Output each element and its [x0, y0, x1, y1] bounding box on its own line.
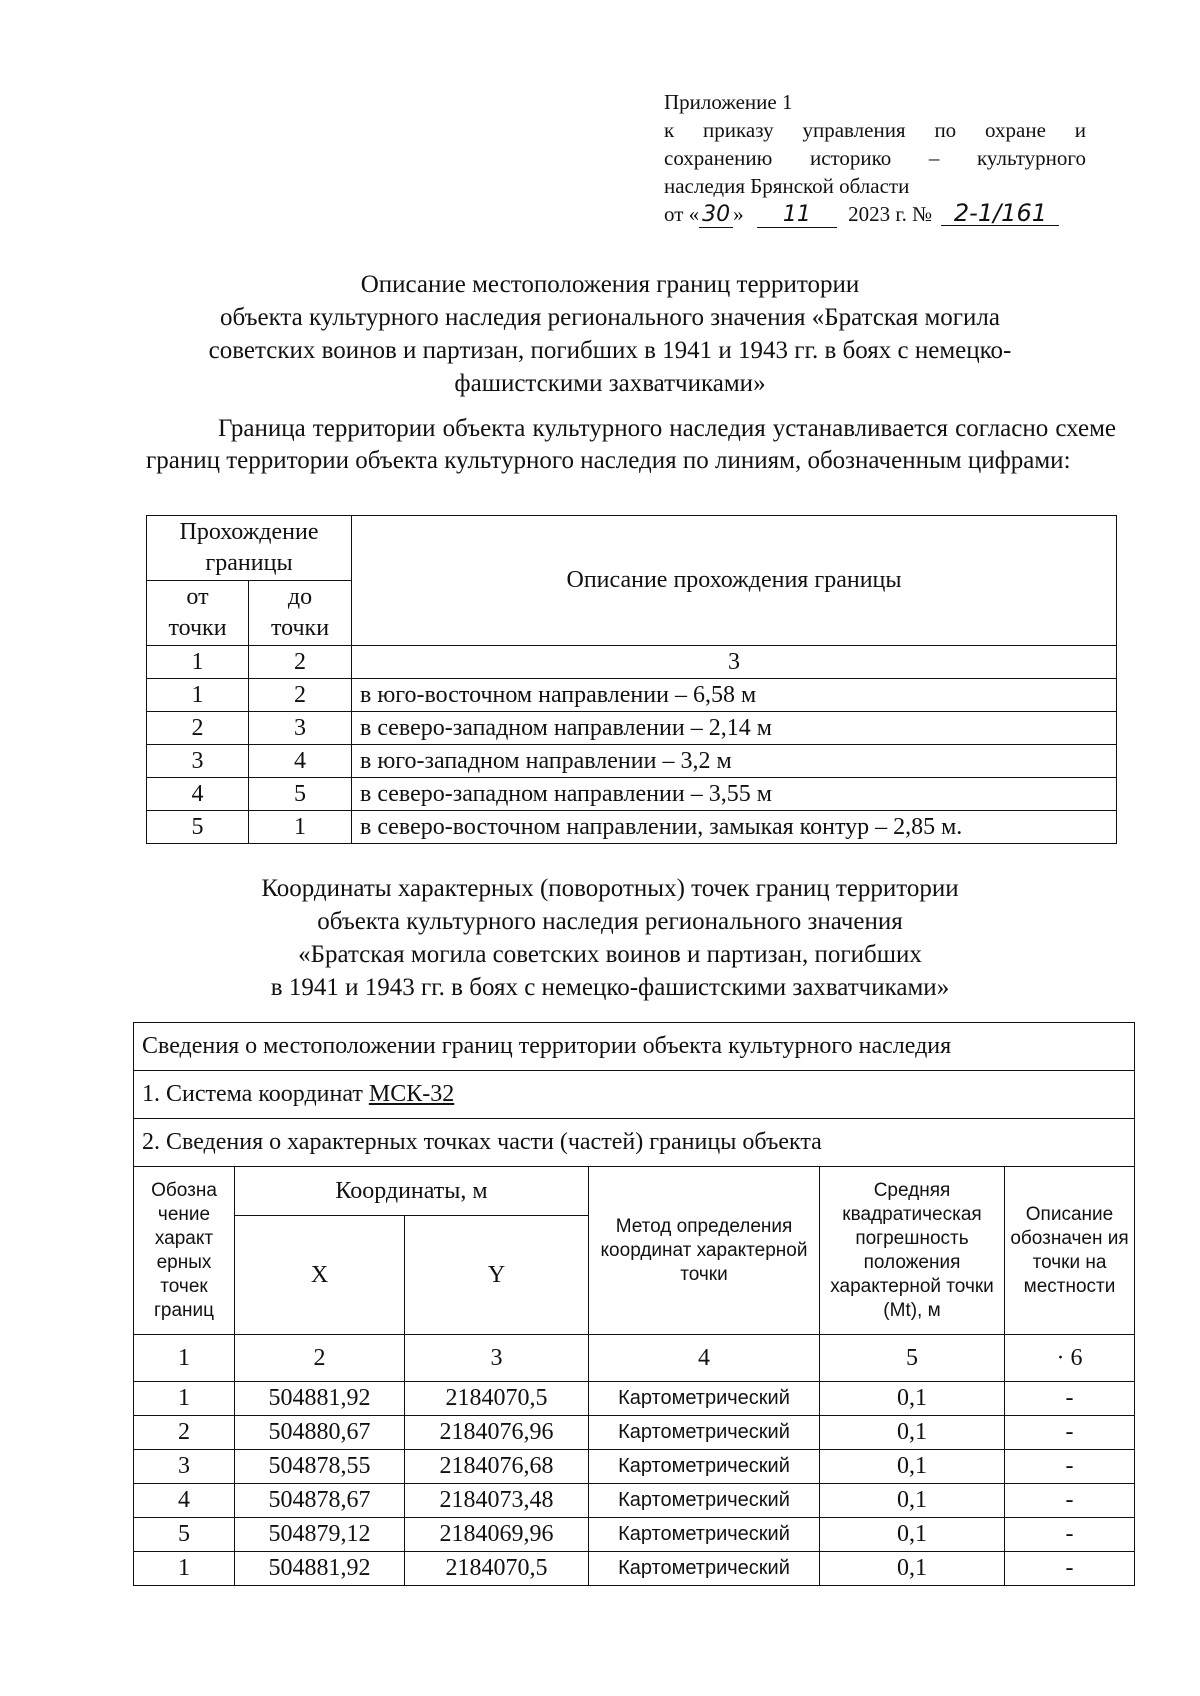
mean-error: 0,1	[820, 1450, 1005, 1484]
appendix-line-1: Приложение 1	[664, 90, 793, 114]
passage-description: в северо-восточном направлении, замыкая контур – 2,85 м.	[352, 811, 1117, 844]
point-description: -	[1005, 1450, 1135, 1484]
intro-text: Граница территории объекта культурного наследия устанавливается согласно схеме границ территории объекта культурного наследия по линиям, обозначенным цифрами:	[146, 415, 1116, 474]
table-row	[134, 1518, 1135, 1552]
mean-error: 0,1	[820, 1484, 1005, 1518]
date-close-quote: »	[733, 202, 744, 226]
intro-paragraph	[146, 413, 1116, 477]
col-number: · 6	[1005, 1335, 1135, 1382]
header-from-point: от точки	[147, 581, 249, 646]
y-coordinate: 2184073,48	[405, 1484, 589, 1518]
passage-description: в юго-западном направлении – 3,2 м	[352, 745, 1117, 778]
point-number: 2	[134, 1416, 235, 1450]
table-row	[134, 1484, 1135, 1518]
y-coordinate: 2184076,96	[405, 1416, 589, 1450]
from-point: 4	[147, 778, 249, 811]
appendix-line-4: наследия Брянской области	[664, 174, 910, 198]
col-number: 1	[134, 1335, 235, 1382]
table-row	[147, 778, 1117, 811]
to-point: 2	[249, 679, 352, 712]
x-coordinate: 504881,92	[235, 1382, 405, 1416]
header-y: Y	[405, 1216, 589, 1335]
coordinates-title	[160, 872, 1060, 1004]
point-number: 1	[134, 1552, 235, 1586]
table-row	[147, 745, 1117, 778]
point-number: 3	[134, 1450, 235, 1484]
coord-system-label: 1. Система координат	[142, 1081, 369, 1107]
y-coordinate: 2184070,5	[405, 1552, 589, 1586]
from-point: 2	[147, 712, 249, 745]
x-coordinate: 504881,92	[235, 1552, 405, 1586]
from-point: 5	[147, 811, 249, 844]
title2-line-1: Координаты характерных (поворотных) точек границ территории	[261, 875, 959, 902]
coordinates-table	[133, 1022, 1135, 1586]
mean-error: 0,1	[820, 1518, 1005, 1552]
col-number: 3	[352, 646, 1117, 679]
col-number: 4	[589, 1335, 820, 1382]
header-to-point: до точки	[249, 581, 352, 646]
header-mean-error: Средняя квадратическая погрешность положения характерной точки (Mt), м	[820, 1167, 1005, 1335]
method: Картометрический	[589, 1484, 820, 1518]
handwritten-month: 11	[757, 203, 837, 228]
point-description: -	[1005, 1484, 1135, 1518]
title2-line-3: «Братская могила советских воинов и партизан, погибших	[298, 941, 922, 968]
x-coordinate: 504878,55	[235, 1450, 405, 1484]
column-number-row	[134, 1335, 1135, 1382]
title2-line-4: в 1941 и 1943 гг. в боях с немецко-фашистскими захватчиками»	[270, 974, 950, 1001]
from-point: 3	[147, 745, 249, 778]
passage-description: в северо-западном направлении – 2,14 м	[352, 712, 1117, 745]
to-point: 4	[249, 745, 352, 778]
table-row	[134, 1416, 1135, 1450]
passage-description: в северо-западном направлении – 3,55 м	[352, 778, 1117, 811]
appendix-date-line	[664, 200, 1086, 228]
header-passage: Прохождение границы	[147, 516, 352, 581]
boundary-passage-table	[146, 515, 1117, 844]
header-x: X	[235, 1216, 405, 1335]
point-description: -	[1005, 1382, 1135, 1416]
header-designation: Обозна чение характ ерных точек границ	[134, 1167, 235, 1335]
method: Картометрический	[589, 1518, 820, 1552]
col-number: 3	[405, 1335, 589, 1382]
table-row	[147, 679, 1117, 712]
header-point-description: Описание обозначен ия точки на местности	[1005, 1167, 1135, 1335]
y-coordinate: 2184069,96	[405, 1518, 589, 1552]
y-coordinate: 2184076,68	[405, 1450, 589, 1484]
coord-system-value: МСК-32	[368, 1081, 455, 1107]
coordinate-system-row	[134, 1071, 1135, 1119]
date-prefix: от «	[664, 202, 700, 226]
handwritten-day: 30	[699, 203, 733, 228]
method: Картометрический	[589, 1416, 820, 1450]
method: Картометрический	[589, 1382, 820, 1416]
table-row	[134, 1382, 1135, 1416]
table-row	[147, 811, 1117, 844]
points-section-title: 2. Сведения о характерных точках части (частей) границы объекта	[134, 1119, 1135, 1167]
col-number: 2	[249, 646, 352, 679]
title1-line-3: советских воинов и партизан, погибших в 1941 и 1943 гг. в боях с немецко-	[208, 337, 1012, 364]
x-coordinate: 504880,67	[235, 1416, 405, 1450]
header-coordinates: Координаты, м	[235, 1167, 589, 1216]
handwritten-order-number: 2-1/161	[941, 201, 1059, 226]
to-point: 3	[249, 712, 352, 745]
to-point: 5	[249, 778, 352, 811]
table-row	[147, 712, 1117, 745]
title1-line-2: объекта культурного наследия регионального значения «Братская могила	[219, 304, 1000, 331]
point-number: 4	[134, 1484, 235, 1518]
x-coordinate: 504878,67	[235, 1484, 405, 1518]
mean-error: 0,1	[820, 1416, 1005, 1450]
x-coordinate: 504879,12	[235, 1518, 405, 1552]
col-number: 1	[147, 646, 249, 679]
col-number: 2	[235, 1335, 405, 1382]
boundary-description-title	[160, 268, 1060, 400]
header-method: Метод определения координат характерной точки	[589, 1167, 820, 1335]
title2-line-2: объекта культурного наследия регионального значения	[317, 908, 903, 935]
column-number-row	[147, 646, 1117, 679]
section-title: Сведения о местоположении границ территории объекта культурного наследия	[134, 1023, 1135, 1071]
col-number: 5	[820, 1335, 1005, 1382]
appendix-line-3: сохранению историко – культурного	[664, 146, 1086, 170]
method: Картометрический	[589, 1450, 820, 1484]
from-point: 1	[147, 679, 249, 712]
passage-description: в юго-восточном направлении – 6,58 м	[352, 679, 1117, 712]
method: Картометрический	[589, 1552, 820, 1586]
point-description: -	[1005, 1552, 1135, 1586]
appendix-line-2: к приказу управления по охране и	[664, 118, 1086, 142]
title1-line-4: фашистскими захватчиками»	[454, 370, 766, 397]
table-row	[134, 1450, 1135, 1484]
header-description: Описание прохождения границы	[352, 516, 1117, 646]
appendix-header	[664, 88, 1086, 228]
point-description: -	[1005, 1416, 1135, 1450]
point-description: -	[1005, 1518, 1135, 1552]
mean-error: 0,1	[820, 1552, 1005, 1586]
point-number: 1	[134, 1382, 235, 1416]
title1-line-1: Описание местоположения границ территории	[360, 271, 860, 298]
point-number: 5	[134, 1518, 235, 1552]
table-row	[134, 1552, 1135, 1586]
y-coordinate: 2184070,5	[405, 1382, 589, 1416]
date-year-text: 2023 г. №	[848, 202, 933, 226]
mean-error: 0,1	[820, 1382, 1005, 1416]
to-point: 1	[249, 811, 352, 844]
